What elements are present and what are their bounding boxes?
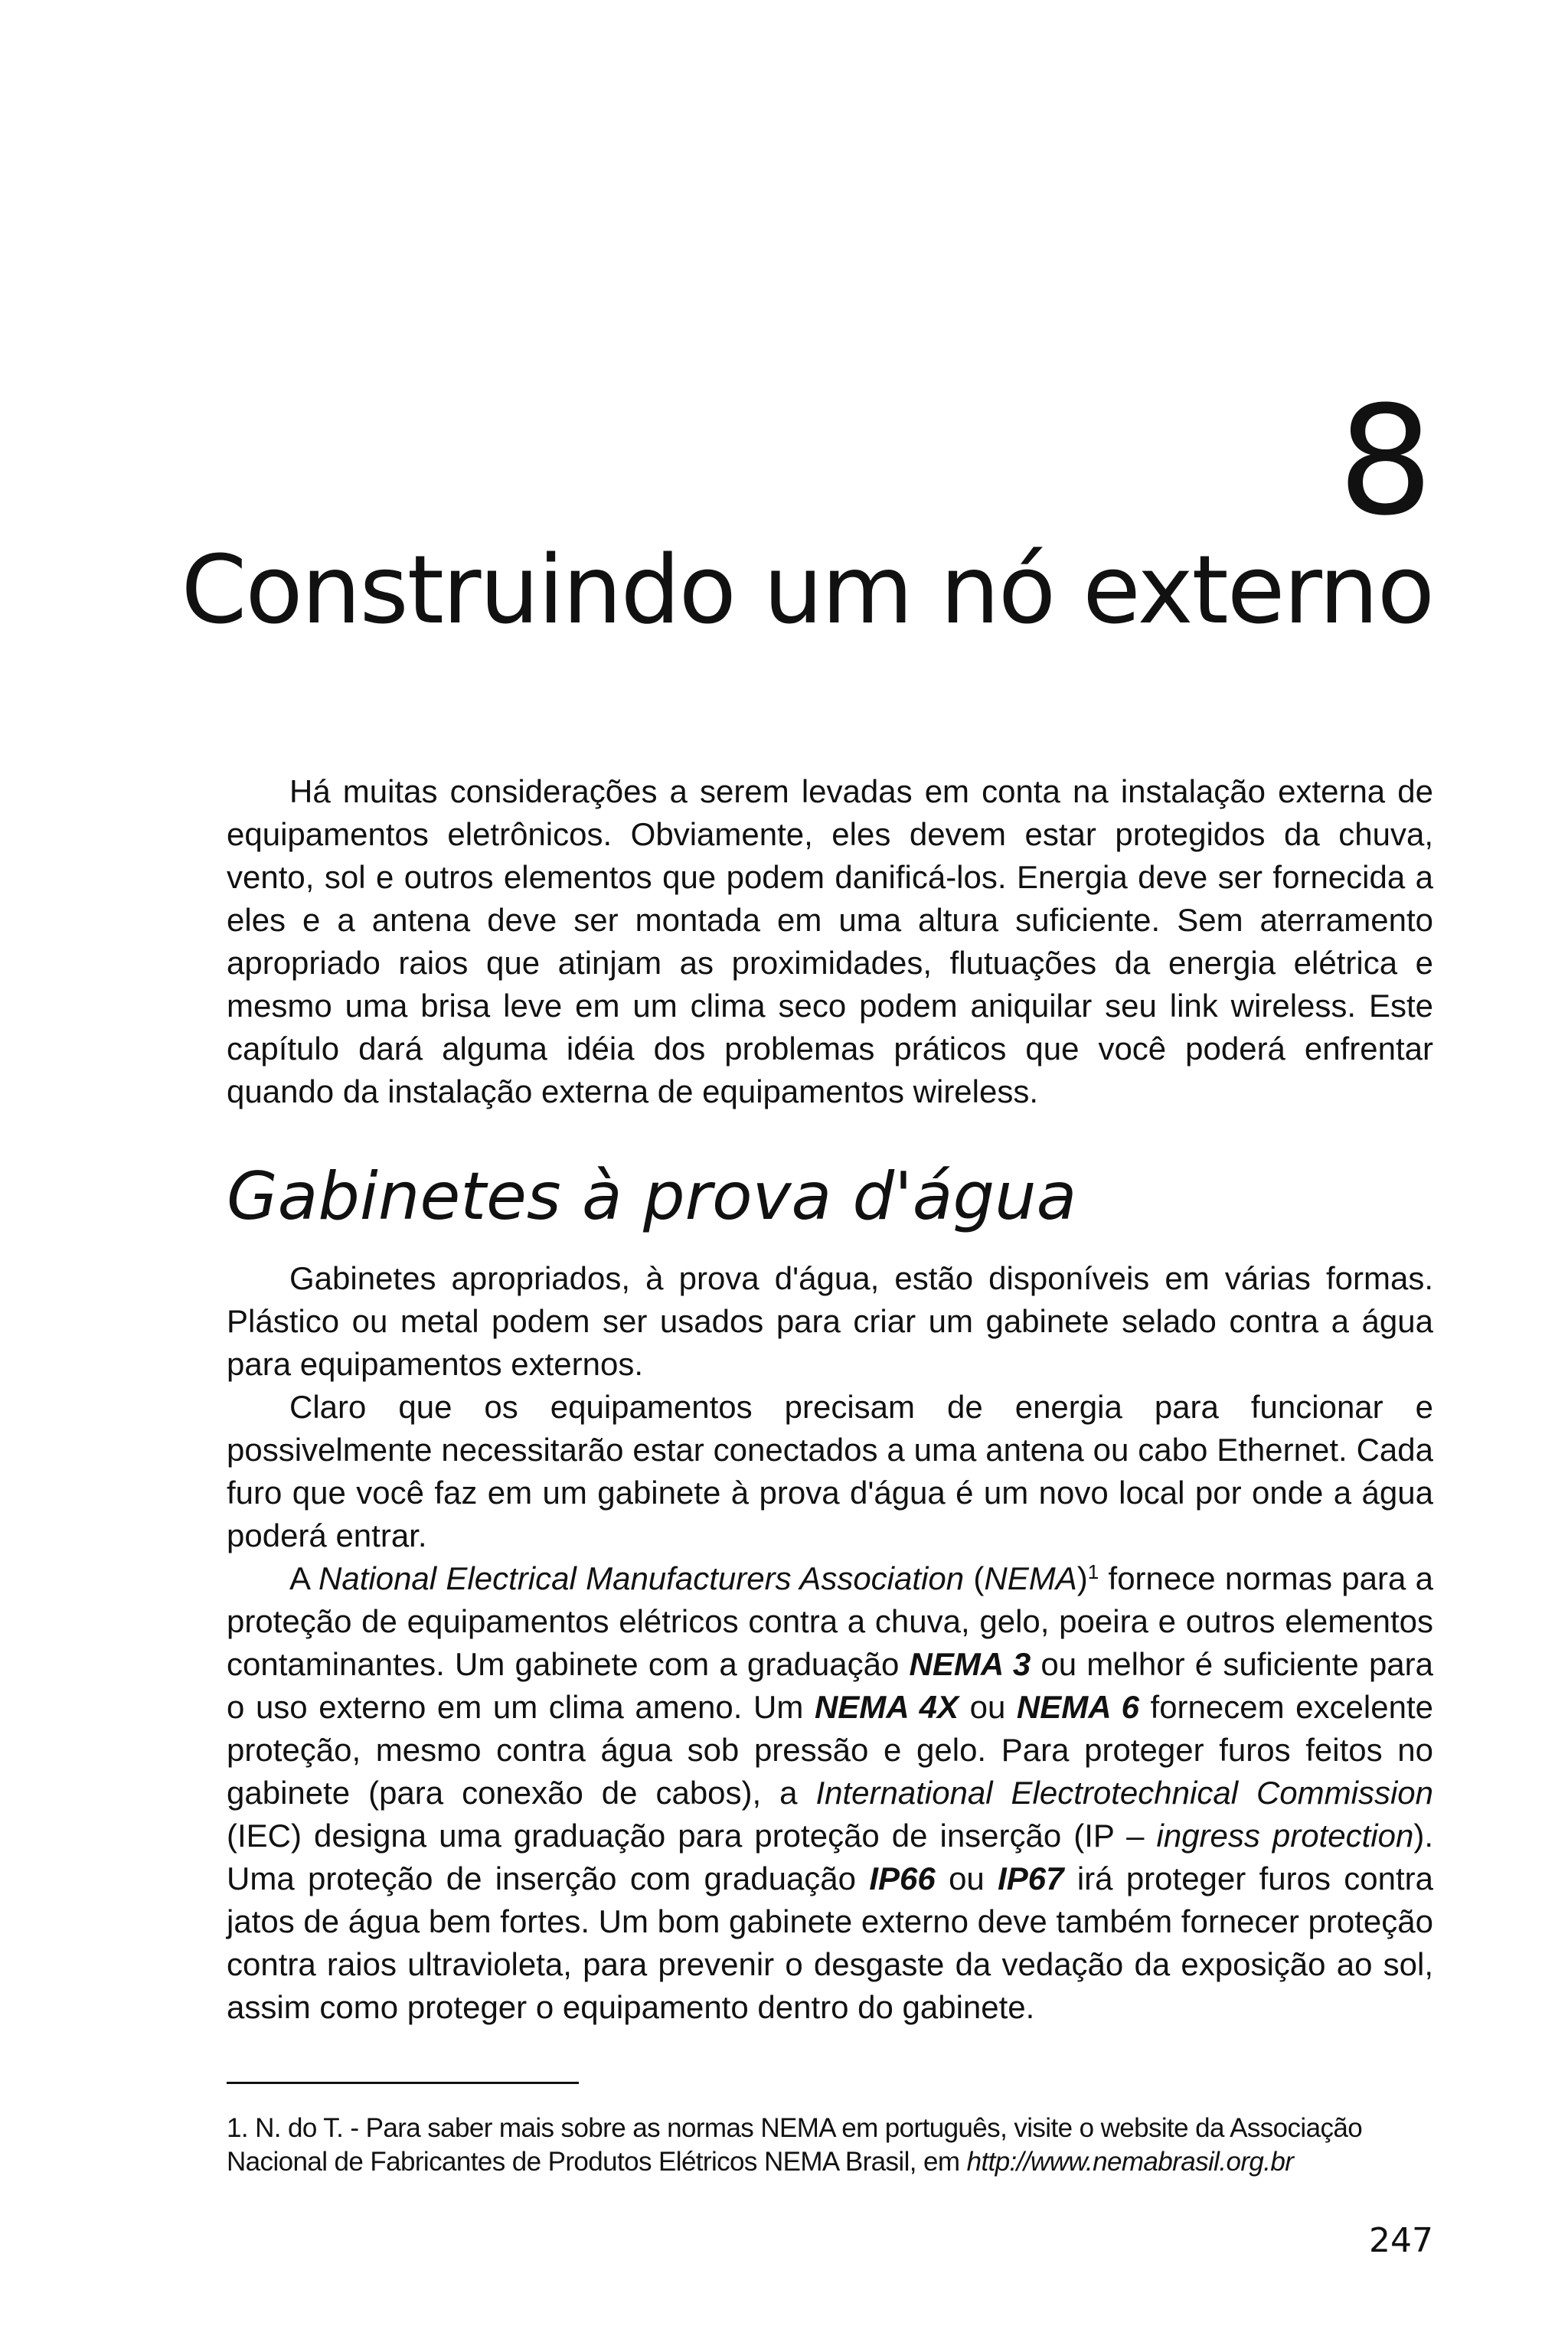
- footnote-text: 1. N. do T. - Para saber mais sobre as normas NEMA em português, visite o website da Associação Nacional de Fabricantes de Produtos Elétricos NEMA Brasil, em: [227, 2113, 1363, 2177]
- section-body: [227, 1257, 1433, 2029]
- section-heading: Gabinetes à prova d'água: [227, 1158, 1077, 1235]
- text-run: ): [1076, 1560, 1088, 1596]
- text-run: ou: [959, 1689, 1017, 1725]
- section-paragraph-3: [227, 1557, 1433, 2029]
- rating-ip66: IP66: [869, 1860, 936, 1896]
- intro-paragraph: Há muitas considerações a serem levadas em conta na instalação externa de equipamentos eletrônicos. Obviamente, eles devem estar protegidos da chuva, vento, sol e outros elementos que podem danificá-los. Energia deve ser fornecida a eles e a antena deve ser montada em uma altura suficiente. Sem aterramento apropriado raios que atinjam as proximidades, flutuações da energia elétrica e mesmo uma brisa leve em um clima seco podem aniquilar seu link wireless. Este capítulo dará alguma idéia dos problemas práticos que você poderá enfrentar quando da instalação externa de equipamentos wireless.: [227, 773, 1433, 1109]
- iec-full-name: International Electrotechnical Commission: [815, 1775, 1434, 1811]
- ingress-protection-term: ingress protection: [1156, 1818, 1414, 1854]
- intro-section: [227, 770, 1433, 1113]
- footnote-reference: 1: [1087, 1560, 1099, 1583]
- text-run: (: [964, 1560, 985, 1596]
- page-number: 247: [1369, 2221, 1433, 2260]
- text-run: A: [289, 1560, 319, 1596]
- chapter-title: Construindo um nó externo: [181, 536, 1433, 645]
- footnote: [227, 2112, 1433, 2179]
- footnote-link[interactable]: http://www.nemabrasil.org.br: [966, 2147, 1294, 2177]
- rating-ip67: IP67: [998, 1860, 1064, 1896]
- text-run: ou: [935, 1860, 998, 1896]
- text-run: ou melhor é suficiente para o uso externo em um clima ameno. Um: [227, 1646, 1434, 1725]
- text-run: fornecem excelente proteção, mesmo contra água sob pressão e gelo. Para proteger furos feitos no gabinete (para conexão de cabos), a: [227, 1689, 1433, 1811]
- nema-full-name: National Electrical Manufacturers Association: [318, 1560, 965, 1596]
- section-paragraph-2: Claro que os equipamentos precisam de energia para funcionar e possivelmente necessitarão estar conectados a uma antena ou cabo Ethernet. Cada furo que você faz em um gabinete à prova d'água é um novo local por onde a água poderá entrar.: [227, 1389, 1433, 1553]
- rating-nema-6: NEMA 6: [1016, 1689, 1139, 1725]
- rating-nema-3: NEMA 3: [909, 1646, 1031, 1682]
- section-paragraph-1: Gabinetes apropriados, à prova d'água, estão disponíveis em várias formas. Plástico ou metal podem ser usados para criar um gabinete selado contra a água para equipamentos externos.: [227, 1260, 1433, 1382]
- footnote-divider: [227, 2082, 579, 2084]
- nema-abbreviation: NEMA: [984, 1560, 1077, 1596]
- chapter-number: 8: [1338, 374, 1433, 549]
- text-run: fornece normas para a proteção de equipamentos elétricos contra a chuva, gelo, poeira e outros elementos contaminantes. Um gabinete com a graduação: [227, 1560, 1434, 1682]
- rating-nema-4x: NEMA 4X: [814, 1689, 959, 1725]
- text-run: ). Uma proteção de inserção com graduação: [227, 1818, 1433, 1896]
- text-run: (IEC) designa uma graduação para proteção de inserção (IP –: [227, 1818, 1157, 1854]
- text-run: irá proteger furos contra jatos de água bem fortes. Um bom gabinete externo deve também fornecer proteção contra raios ultravioleta, para prevenir o desgaste da vedação da exposição ao sol, assim como proteger o equipamento dentro do gabinete.: [227, 1860, 1433, 2025]
